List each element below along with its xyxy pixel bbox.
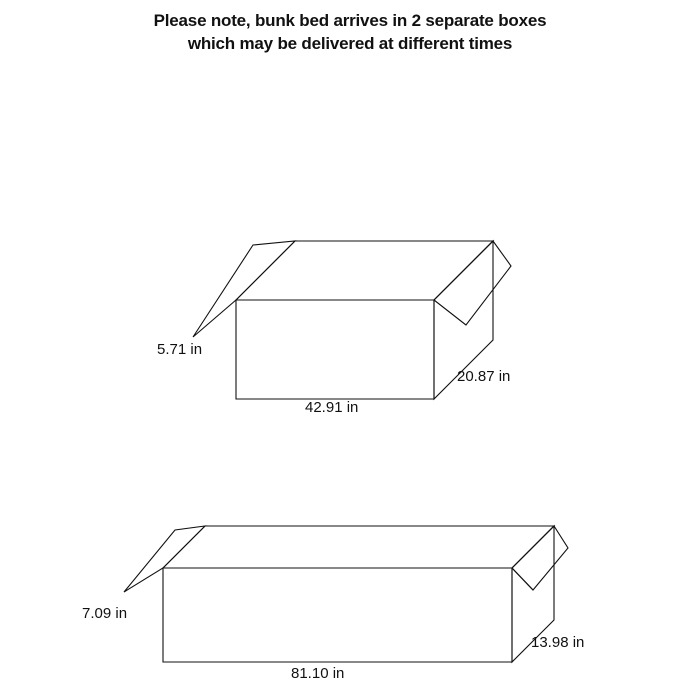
box-1-right-flap-edge <box>434 300 466 325</box>
box-2-width-label: 81.10 in <box>291 665 345 682</box>
box-1-left-flap <box>193 241 295 337</box>
box-1-right-flap <box>434 241 511 325</box>
box-1-depth-label: 20.87 in <box>457 368 511 385</box>
box-1-front-face <box>236 300 434 399</box>
shipping-note-line-2: which may be delivered at different times <box>187 33 513 53</box>
shipping-note-line-1: Please note, bunk bed arrives in 2 separate boxes <box>153 11 547 30</box>
box-2-right-flap <box>512 526 568 590</box>
box-2-left-flap <box>124 526 205 592</box>
box-2-illustration <box>124 526 568 662</box>
box-2-top-face <box>163 526 554 568</box>
box-1-top-face <box>236 241 493 300</box>
box-1-width-label: 42.91 in <box>305 399 359 416</box>
box-2-depth-label: 13.98 in <box>531 634 585 651</box>
box-2-right-flap-edge <box>512 568 533 590</box>
box-2-height-label: 7.09 in <box>82 605 128 622</box>
box-1-height-label: 5.71 in <box>157 341 203 358</box>
box-2-front-face <box>163 568 512 662</box>
